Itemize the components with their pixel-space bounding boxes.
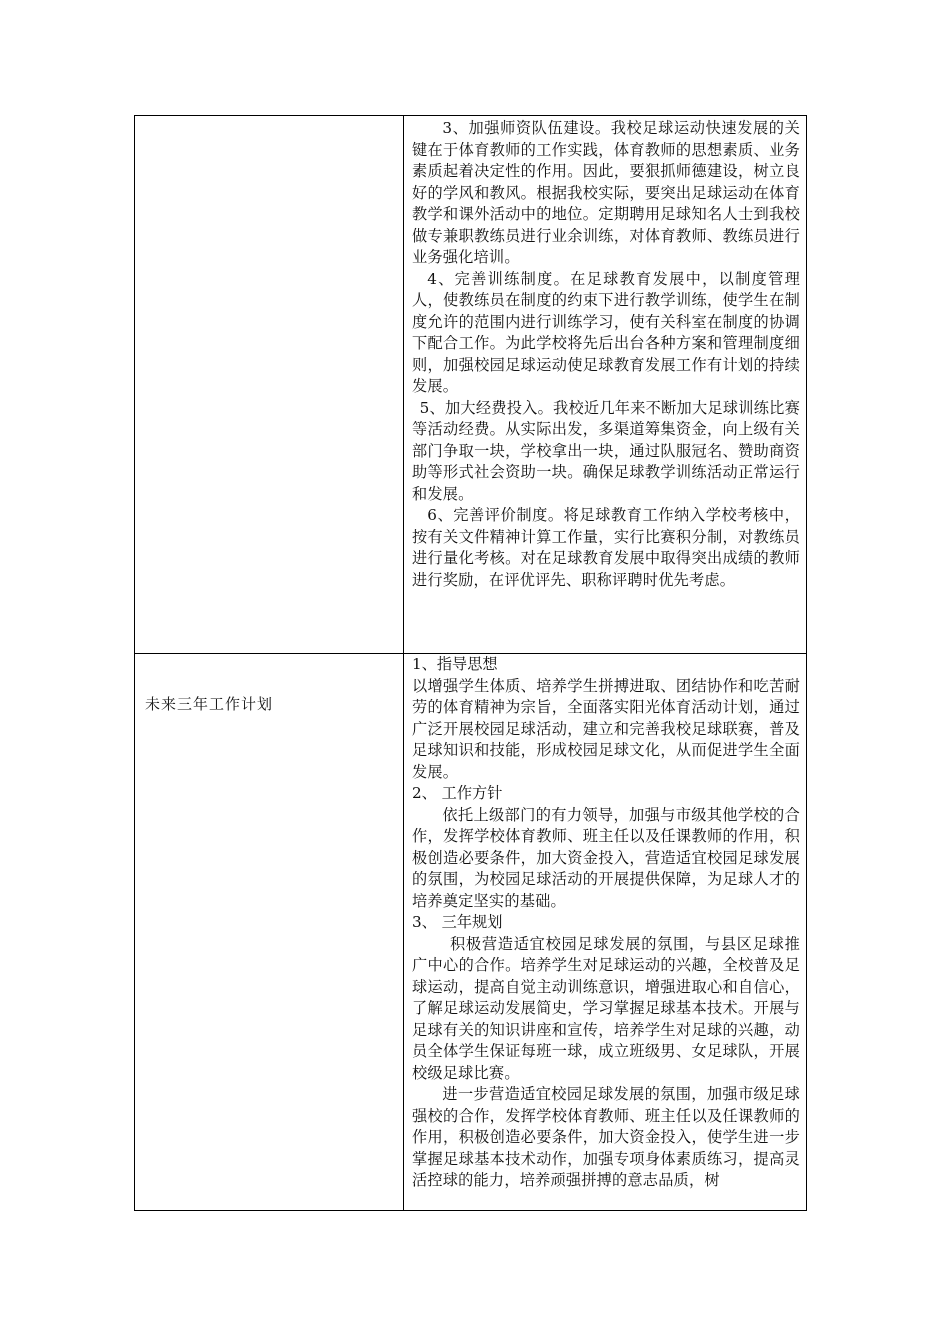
table-row-three-year-plan	[135, 654, 807, 1211]
work-plan-table	[134, 115, 807, 1211]
heading-three-year-plan: 3、 三年规划	[412, 913, 503, 931]
table-row-measures	[135, 116, 807, 654]
heading-work-policy: 2、 工作方针	[412, 784, 503, 802]
paragraph-evaluation: 6、完善评价制度。将足球教育工作纳入学校考核中，按有关文件精神计算工作量，实行比赛积分制，对教练员进行量化考核。对在足球教育发展中取得突出成绩的教师进行奖励，在评优评先、职称评聘时优先考虑。	[412, 506, 800, 589]
paragraph-guiding-thought: 以增强学生体质、培养学生拼搏进取、团结协作和吃苦耐劳的体育精神为宗旨，全面落实阳光体育活动计划，通过广泛开展校园足球活动，建立和完善我校足球联赛，普及足球知识和技能，形成校园足球文化，从而促进学生全面发展。	[412, 676, 800, 781]
row-label-cell-empty	[135, 116, 404, 654]
paragraph-plan-phase-one: 积极营造适宜校园足球发展的氛围，与县区足球推广中心的合作。培养学生对足球运动的兴趣，全校普及足球运动，提高自觉主动训练意识，增强进取心和自信心，了解足球运动发展简史，学习掌握足球基本技术。开展与足球有关的知识讲座和宣传，培养学生对足球的兴趣，动员全体学生保证每班一球，成立班级男、女足球队，开展校级足球比赛。	[412, 934, 800, 1082]
paragraph-funding: 5、加大经费投入。我校近几年来不断加大足球训练比赛等活动经费。从实际出发，多渠道筹集资金，向上级有关部门争取一块，学校拿出一块，通过队服冠名、赞助商资助等形式社会资助一块。确保足球教学训练活动正常运行和发展。	[412, 398, 800, 503]
paragraph-plan-phase-two: 进一步营造适宜校园足球发展的氛围，加强市级足球强校的合作，发挥学校体育教师、班主任以及任课教师的作用，积极创造必要条件，加大资金投入，使学生进一步掌握足球基本技术动作，加强专项身体素质练习，提高灵活控球的能力，培养顽强拼搏的意志品质，树	[412, 1085, 800, 1189]
row-content-cell-plan	[404, 654, 807, 1211]
paragraph-teacher-team: 3、加强师资队伍建设。我校足球运动快速发展的关键在于体育教师的工作实践，体育教师的思想素质、业务素质起着决定性的作用。因此，要狠抓师德建设，树立良好的学风和教风。根据我校实际，要突出足球运动在体育教学和课外活动中的地位。定期聘用足球知名人士到我校做专兼职教练员进行业余训练，对体育教师、教练员进行业务强化培训。	[412, 119, 800, 266]
row-label-cell-plan	[135, 654, 404, 1211]
paragraph-training-system: 4、完善训练制度。在足球教育发展中，以制度管理人，使教练员在制度的约束下进行教学训练，使学生在制度允许的范围内进行训练学习，使有关科室在制度的协调下配合工作。为此学校将先后出台各种方案和管理制度细则，加强校园足球运动使足球教育发展工作有计划的持续发展。	[412, 269, 800, 395]
heading-guiding-thought: 1、指导思想	[412, 655, 498, 673]
paragraph-work-policy: 依托上级部门的有力领导，加强与市级其他学校的合作，发挥学校体育教师、班主任以及任课教师的作用，积极创造必要条件，加大资金投入，营造适宜校园足球发展的氛围，为校园足球活动的开展提供保障，为足球人才的培养奠定坚实的基础。	[412, 805, 800, 910]
row-content-cell-measures	[404, 116, 807, 654]
row-label-three-year-plan: 未来三年工作计划	[145, 695, 274, 713]
